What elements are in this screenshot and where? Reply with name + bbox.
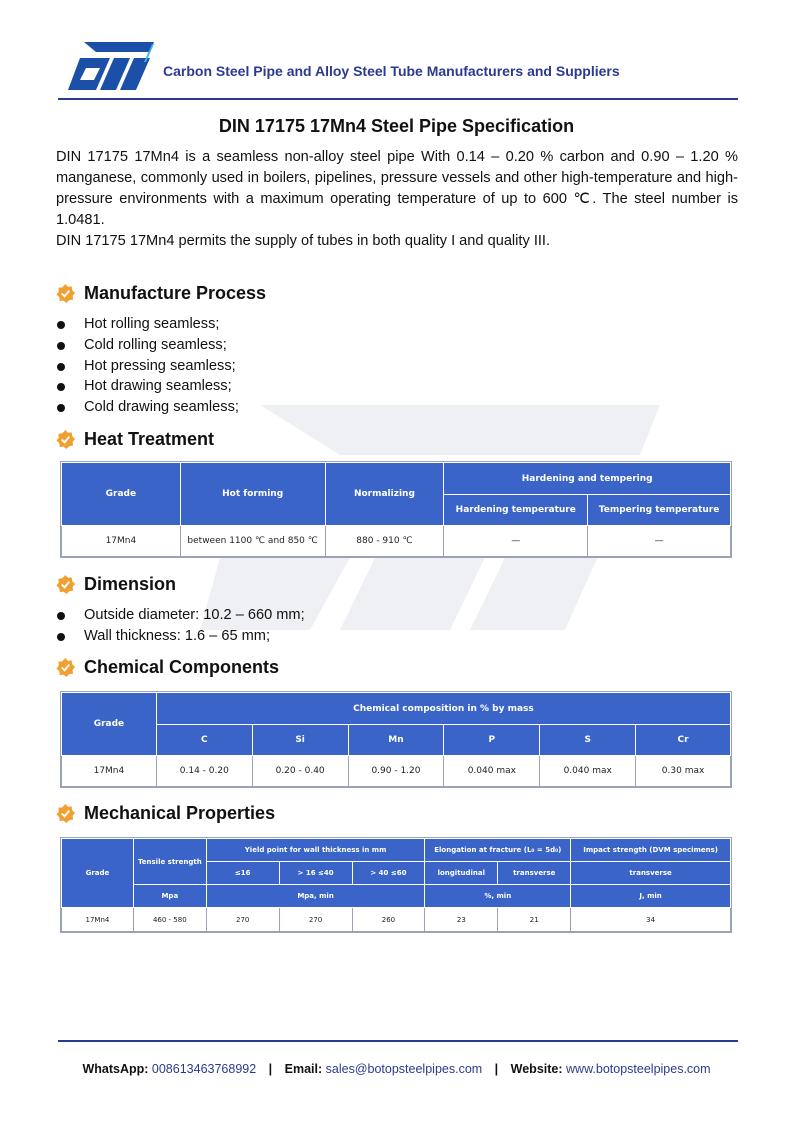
table-cell: 260	[352, 908, 425, 932]
intro-paragraph: DIN 17175 17Mn4 permits the supply of tubes in both quality I and quality III.	[56, 233, 551, 249]
table-cell: 0.040 max	[444, 756, 540, 787]
column-header: S	[540, 725, 636, 756]
page-header	[58, 40, 738, 100]
heat-treatment-table	[61, 462, 731, 557]
column-header: transverse	[498, 862, 571, 885]
footer-separator: |	[268, 1062, 273, 1076]
section-heading-dimension	[56, 572, 176, 596]
column-header: Yield point for wall thickness in mm	[206, 839, 425, 862]
column-header: Hot forming	[180, 463, 325, 526]
column-header: Hardening temperature	[444, 495, 588, 526]
column-header: ≤16	[206, 862, 279, 885]
section-heading-mechanical	[56, 801, 275, 825]
section-title: Dimension	[84, 573, 177, 594]
check-badge-icon	[56, 430, 75, 449]
page-footer	[0, 1062, 793, 1076]
table-cell: 21	[498, 908, 571, 932]
list-item: Outside diameter: 10.2 – 660 mm;	[56, 605, 305, 626]
dimension-list	[56, 605, 305, 647]
header-title: Carbon Steel Pipe and Alloy Steel Tube Manufacturers and Suppliers	[163, 63, 620, 79]
check-badge-icon	[56, 658, 75, 677]
bullet-icon	[57, 363, 65, 371]
table-cell: 460 - 580	[133, 908, 206, 932]
column-header: Chemical composition in % by mass	[156, 693, 730, 725]
check-badge-icon	[56, 575, 75, 594]
footer-divider	[58, 1040, 738, 1042]
column-header: Impact strength (DVM specimens)	[571, 839, 731, 862]
page-title: DIN 17175 17Mn4 Steel Pipe Specification	[218, 116, 575, 136]
column-header: Grade	[62, 693, 157, 756]
list-item: Hot pressing seamless;	[56, 356, 239, 377]
section-heading-chemical	[56, 655, 279, 679]
table-cell: 0.040 max	[540, 756, 636, 787]
list-item: Hot rolling seamless;	[56, 314, 239, 335]
column-header: Cr	[636, 725, 731, 756]
footer-separator: |	[494, 1062, 499, 1076]
column-header: Normalizing	[325, 463, 444, 526]
bullet-icon	[57, 342, 65, 350]
table-cell: 880 - 910 ℃	[325, 526, 444, 557]
section-heading-heat	[56, 427, 214, 451]
table-cell: 23	[425, 908, 498, 932]
list-item: Cold rolling seamless;	[56, 335, 239, 356]
column-header: Mn	[348, 725, 444, 756]
website-label: Website:	[510, 1062, 563, 1076]
table-cell: 17Mn4	[62, 908, 134, 932]
check-badge-icon	[56, 284, 75, 303]
column-header: C	[156, 725, 252, 756]
table-cell: 0.90 - 1.20	[348, 756, 444, 787]
whatsapp-number[interactable]: 008613463768992	[151, 1062, 257, 1076]
whatsapp-label: WhatsApp:	[82, 1062, 149, 1076]
section-title: Manufacture Process	[84, 282, 267, 303]
section-title: Chemical Components	[84, 656, 280, 677]
table-cell: between 1100 ℃ and 850 ℃	[180, 526, 325, 557]
bullet-icon	[57, 633, 65, 641]
column-header: Si	[252, 725, 348, 756]
table-cell: 0.30 max	[636, 756, 731, 787]
column-header: Grade	[62, 839, 134, 908]
table-row	[62, 908, 731, 932]
table-cell: 0.14 - 0.20	[156, 756, 252, 787]
column-header: Hardening and tempering	[444, 463, 731, 495]
table-cell: 17Mn4	[62, 526, 181, 557]
email-label: Email:	[284, 1062, 323, 1076]
column-header: Elongation at fracture (L₀ = 5d₀)	[425, 839, 571, 862]
table-cell: 270	[206, 908, 279, 932]
bullet-icon	[57, 612, 65, 620]
column-header: transverse	[571, 862, 731, 885]
column-header: P	[444, 725, 540, 756]
column-header: Tempering temperature	[588, 495, 731, 526]
column-header: > 40 ≤60	[352, 862, 425, 885]
section-heading-manufacture	[56, 281, 266, 305]
table-cell: 17Mn4	[62, 756, 157, 787]
company-logo	[66, 40, 156, 92]
bullet-icon	[57, 321, 65, 329]
mechanical-table	[61, 838, 731, 932]
list-item: Wall thickness: 1.6 – 65 mm;	[56, 626, 305, 647]
table-cell: 270	[279, 908, 352, 932]
table-cell: 0.20 - 0.40	[252, 756, 348, 787]
manufacture-list	[56, 314, 239, 418]
column-header: Tensile strength	[133, 839, 206, 885]
chemical-table	[61, 692, 731, 787]
column-header: Grade	[62, 463, 181, 526]
intro-text	[56, 147, 738, 252]
bullet-icon	[57, 383, 65, 391]
column-header: Mpa, min	[206, 885, 425, 908]
table-row	[62, 756, 731, 787]
section-title: Heat Treatment	[84, 428, 215, 449]
table-row	[62, 526, 731, 557]
table-cell: —	[444, 526, 588, 557]
column-header: longitudinal	[425, 862, 498, 885]
list-item: Hot drawing seamless;	[56, 376, 239, 397]
check-badge-icon	[56, 804, 75, 823]
table-cell: —	[588, 526, 731, 557]
column-header: %, min	[425, 885, 571, 908]
table-cell: 34	[571, 908, 731, 932]
bullet-icon	[57, 404, 65, 412]
column-header: > 16 ≤40	[279, 862, 352, 885]
email-link[interactable]: sales@botopsteelpipes.com	[325, 1062, 483, 1076]
section-title: Mechanical Properties	[84, 802, 276, 823]
header-divider	[58, 98, 738, 100]
column-header: Mpa	[133, 885, 206, 908]
intro-paragraph: DIN 17175 17Mn4 is a seamless non-alloy steel pipe With 0.14 – 0.20 % carbon and 0.90 – 1.20 % manganese, commonly used in boilers, pipelines, pressure vessels and other high-temperature and high-pressure environments with a maximum operating temperature of up to 600 ℃. The steel number is 1.0481.	[56, 149, 738, 228]
list-item: Cold drawing seamless;	[56, 397, 239, 418]
website-link[interactable]: www.botopsteelpipes.com	[566, 1062, 711, 1076]
column-header: J, min	[571, 885, 731, 908]
